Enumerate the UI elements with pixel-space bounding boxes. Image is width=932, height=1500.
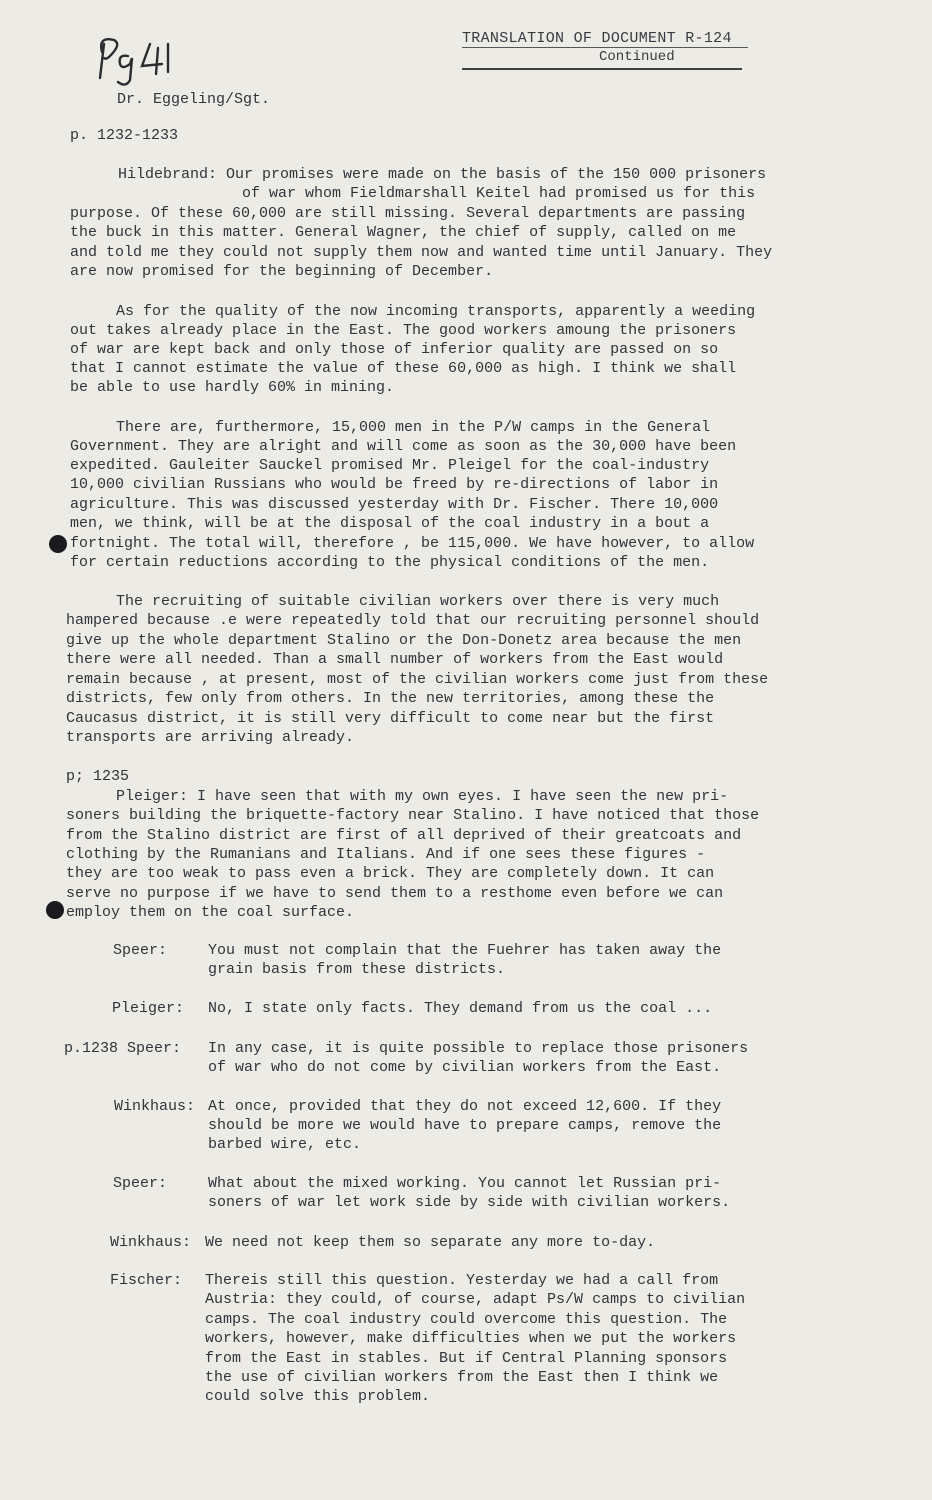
- text-line: expedited. Gauleiter Sauckel promised Mr. Pleigel for the coal-industry: [70, 457, 710, 474]
- text-line: There are, furthermore, 15,000 men in the P/W camps in the General: [116, 419, 711, 436]
- page-reference: p. 1232-1233: [70, 127, 179, 144]
- text-line: of war whom Fieldmarshall Keitel had promised us for this: [242, 185, 756, 202]
- dialogue-line: We need not keep them so separate any more to-day.: [205, 1234, 656, 1251]
- speaker-label: p.1238 Speer:: [64, 1040, 182, 1057]
- speaker-label: Speer:: [113, 1175, 168, 1192]
- handwritten-page-note: [92, 30, 182, 90]
- header-underline: [462, 47, 748, 48]
- text-line: men, we think, will be at the disposal of the coal industry in a bout a: [70, 515, 710, 532]
- text-line: clothing by the Rumanians and Italians. And if one sees these figures -: [66, 846, 706, 863]
- text-line: they are too weak to pass even a brick. They are completely down. It can: [66, 865, 715, 882]
- text-line: 10,000 civilian Russians who would be freed by re-directions of labor in: [70, 476, 719, 493]
- text-line: give up the whole department Stalino or the Don-Donetz area because the men: [66, 632, 742, 649]
- text-line: Government. They are alright and will come as soon as the 30,000 have been: [70, 438, 737, 455]
- dialogue-line: grain basis from these districts.: [208, 961, 506, 978]
- speaker-label: Pleiger:: [112, 1000, 185, 1017]
- dialogue-line: could solve this problem.: [205, 1388, 431, 1405]
- dialogue-line: Austria: they could, of course, adapt Ps/W camps to civilian: [205, 1291, 746, 1308]
- text-line: remain because , at present, most of the civilian workers come just from these: [66, 671, 769, 688]
- text-line: The recruiting of suitable civilian workers over there is very much: [116, 593, 720, 610]
- text-line: fortnight. The total will, therefore , be 115,000. We have however, to allow: [70, 535, 755, 552]
- text-line: hampered because .e were repeatedly told that our recruiting personnel should: [66, 612, 760, 629]
- dialogue-line: At once, provided that they do not exceed 12,600. If they: [208, 1098, 722, 1115]
- text-line: that I cannot estimate the value of these 60,000 as high. I think we shall: [70, 360, 737, 377]
- speaker-label: Winkhaus:: [110, 1234, 192, 1251]
- speaker-label: Speer:: [113, 942, 168, 959]
- page-reference: p; 1235: [66, 768, 130, 785]
- dialogue-line: No, I state only facts. They demand from us the coal ...: [208, 1000, 713, 1017]
- text-line: be able to use hardly 60% in mining.: [70, 379, 395, 396]
- dialogue-line: camps. The coal industry could overcome this question. The: [205, 1311, 728, 1328]
- text-line: from the Stalino district are first of all deprived of their greatcoats and: [66, 827, 742, 844]
- punch-hole: [49, 535, 67, 553]
- text-line: As for the quality of the now incoming transports, apparently a weeding: [116, 303, 756, 320]
- text-line: Hildebrand: Our promises were made on the basis of the 150 000 prisoners: [118, 166, 767, 183]
- text-line: out takes already place in the East. The good workers amoung the prisoners: [70, 322, 737, 339]
- text-line: of war are kept back and only those of inferior quality are passed on so: [70, 341, 719, 358]
- punch-hole: [46, 901, 64, 919]
- text-line: Pleiger: I have seen that with my own eyes. I have seen the new pri-: [116, 788, 729, 805]
- text-line: Caucasus district, it is still very difficult to come near but the first: [66, 710, 715, 727]
- dialogue-line: Thereis still this question. Yesterday we had a call from: [205, 1272, 719, 1289]
- document-title: TRANSLATION OF DOCUMENT R-124: [462, 30, 732, 47]
- speaker-label: Winkhaus:: [114, 1098, 196, 1115]
- text-line: are now promised for the beginning of December.: [70, 263, 494, 280]
- dialogue-line: of war who do not come by civilian workers from the East.: [208, 1059, 722, 1076]
- addressee: Dr. Eggeling/Sgt.: [117, 91, 271, 108]
- text-line: soners building the briquette-factory near Stalino. I have noticed that those: [66, 807, 760, 824]
- dialogue-line: should be more we would have to prepare camps, remove the: [208, 1117, 722, 1134]
- speaker-label: Fischer:: [110, 1272, 183, 1289]
- dialogue-line: barbed wire, etc.: [208, 1136, 362, 1153]
- dialogue-line: What about the mixed working. You cannot let Russian pri-: [208, 1175, 722, 1192]
- text-line: there were all needed. Than a small number of workers from the East would: [66, 651, 724, 668]
- dialogue-line: from the East in stables. But if Central Planning sponsors: [205, 1350, 728, 1367]
- dialogue-line: In any case, it is quite possible to replace those prisoners: [208, 1040, 749, 1057]
- header-rule: [462, 68, 742, 70]
- text-line: transports are arriving already.: [66, 729, 355, 746]
- document-subtitle: Continued: [599, 49, 675, 65]
- dialogue-line: You must not complain that the Fuehrer has taken away the: [208, 942, 722, 959]
- text-line: and told me they could not supply them now and wanted time until January. They: [70, 244, 773, 261]
- text-line: agriculture. This was discussed yesterday with Dr. Fischer. There 10,000: [70, 496, 719, 513]
- text-line: the buck in this matter. General Wagner, the chief of supply, called on me: [70, 224, 737, 241]
- text-line: for certain reductions according to the physical conditions of the men.: [70, 554, 710, 571]
- text-line: districts, few only from others. In the new territories, among these the: [66, 690, 715, 707]
- text-line: employ them on the coal surface.: [66, 904, 355, 921]
- dialogue-line: the use of civilian workers from the East then I think we: [205, 1369, 719, 1386]
- dialogue-line: workers, however, make difficulties when we put the workers: [205, 1330, 737, 1347]
- text-line: purpose. Of these 60,000 are still missing. Several departments are passing: [70, 205, 746, 222]
- dialogue-line: soners of war let work side by side with civilian workers.: [208, 1194, 731, 1211]
- text-line: serve no purpose if we have to send them to a resthome even before we can: [66, 885, 724, 902]
